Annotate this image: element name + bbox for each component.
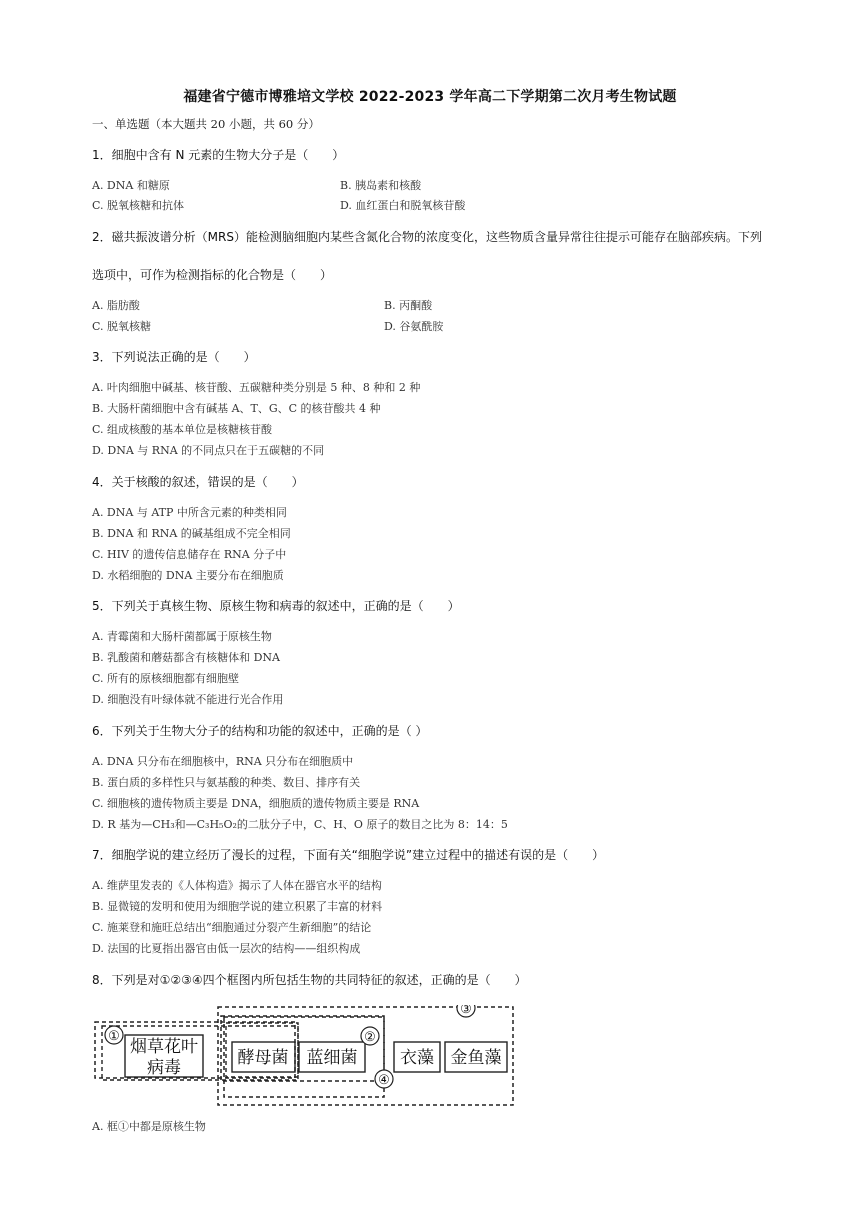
question-6-option-d[interactable]: D. R 基为—CH₃和—C₃H₅O₂的二肽分子中，C、H、O 原子的数目之比为 8：14：5 <box>92 818 508 831</box>
question-1-option-c[interactable]: C. 脱氧核糖和抗体 <box>92 199 185 212</box>
section-heading: 一、单选题（本大题共 20 小题，共 60 分） <box>92 117 320 131</box>
question-3-option-d[interactable]: D. DNA 与 RNA 的不同点只在于五碳糖的不同 <box>92 444 325 457</box>
question-4-option-c[interactable]: C. HIV 的遗传信息储存在 RNA 分子中 <box>92 548 287 561</box>
question-1-option-a[interactable]: A. DNA 和糖原 <box>92 179 170 192</box>
question-8-stem: 8．下列是对①②③④四个框图内所包括生物的共同特征的叙述，正确的是（ ） <box>92 973 527 987</box>
exam-title: 福建省宁德市博雅培文学校 2022-2023 学年高二下学期第二次月考生物试题 <box>183 89 677 105</box>
question-6-option-a[interactable]: A. DNA 只分布在细胞核中，RNA 只分布在细胞质中 <box>92 755 354 768</box>
question-3-option-a[interactable]: A. 叶肉细胞中碱基、核苷酸、五碳糖种类分别是 5 种、8 种和 2 种 <box>92 381 421 394</box>
question-5-option-c[interactable]: C. 所有的原核细胞都有细胞壁 <box>92 672 240 685</box>
question-5-option-d[interactable]: D. 细胞没有叶绿体就不能进行光合作用 <box>92 693 284 706</box>
question-7-option-a[interactable]: A. 维萨里发表的《人体构造》揭示了人体在器官水平的结构 <box>92 879 382 892</box>
question-5-option-b[interactable]: B. 乳酸菌和蘑菇都含有核糖体和 DNA <box>92 651 280 664</box>
question-7-stem: 7．细胞学说的建立经历了漫长的过程，下面有关“细胞学说”建立过程中的描述有误的是（ ） <box>92 848 605 862</box>
question-2-option-d[interactable]: D. 谷氨酰胺 <box>384 320 444 333</box>
question-7-option-c[interactable]: C. 施莱登和施旺总结出“细胞通过分裂产生新细胞”的结论 <box>92 921 372 934</box>
label-circle-1: ① <box>108 1029 120 1044</box>
question-6-option-b[interactable]: B. 蛋白质的多样性只与氨基酸的种类、数目、排序有关 <box>92 776 361 789</box>
question-6-stem: 6．下列关于生物大分子的结构和功能的叙述中，正确的是（ ） <box>92 724 428 738</box>
question-4-option-d[interactable]: D. 水稻细胞的 DNA 主要分布在细胞质 <box>92 569 284 582</box>
question-6-option-c[interactable]: C. 细胞核的遗传物质主要是 DNA，细胞质的遗传物质主要是 RNA <box>92 797 420 810</box>
label-circle-2: ② <box>364 1030 376 1045</box>
organism-tobacco-mosaic: 烟草花叶 <box>130 1037 198 1057</box>
question-1-option-d[interactable]: D. 血红蛋白和脱氧核苷酸 <box>340 199 466 212</box>
question-4-option-a[interactable]: A. DNA 与 ATP 中所含元素的种类相同 <box>92 506 287 519</box>
organism-chlamydomonas: 衣藻 <box>400 1048 434 1068</box>
question-1-option-b[interactable]: B. 胰岛素和核酸 <box>340 179 422 192</box>
question-2-stem-continued: 选项中，可作为检测指标的化合物是（ ） <box>92 268 333 282</box>
question-3-stem: 3．下列说法正确的是（ ） <box>92 350 256 364</box>
organism-cyanobacteria: 蓝细菌 <box>306 1048 358 1068</box>
question-3-option-b[interactable]: B. 大肠杆菌细胞中含有碱基 A、T、G、C 的核苷酸共 4 种 <box>92 402 381 415</box>
label-circle-4: ④ <box>378 1073 390 1088</box>
label-circle-3: ③ <box>460 1005 472 1017</box>
question-7-option-b[interactable]: B. 显微镜的发明和使用为细胞学说的建立积累了丰富的材料 <box>92 900 383 913</box>
question-4-stem: 4．关于核酸的叙述，错误的是（ ） <box>92 475 304 489</box>
question-2-option-b[interactable]: B. 丙酮酸 <box>384 299 433 312</box>
question-3-option-c[interactable]: C. 组成核酸的基本单位是核糖核苷酸 <box>92 423 273 436</box>
question-5-stem: 5．下列关于真核生物、原核生物和病毒的叙述中，正确的是（ ） <box>92 599 460 613</box>
organism-virus: 病毒 <box>147 1058 181 1078</box>
question-2-option-a[interactable]: A. 脂肪酸 <box>92 299 140 312</box>
question-5-option-a[interactable]: A. 青霉菌和大肠杆菌都属于原核生物 <box>92 630 272 643</box>
organism-yeast: 酵母菌 <box>237 1048 289 1068</box>
question-2-stem: 2．磁共振波谱分析（MRS）能检测脑细胞内某些含氮化合物的浓度变化，这些物质含量异常往往提示可能存在脑部疾病。下列 <box>92 230 762 244</box>
organism-frame-figure <box>92 1005 518 1109</box>
question-7-option-d[interactable]: D. 法国的比夏指出器官由低一层次的结构——组织构成 <box>92 942 361 955</box>
question-8-option-a[interactable]: A. 框①中都是原核生物 <box>92 1120 206 1133</box>
question-1-stem: 1．细胞中含有 N 元素的生物大分子是（ ） <box>92 148 345 162</box>
question-2-option-c[interactable]: C. 脱氧核糖 <box>92 320 152 333</box>
organism-hornwort: 金鱼藻 <box>450 1048 502 1068</box>
question-4-option-b[interactable]: B. DNA 和 RNA 的碱基组成不完全相同 <box>92 527 291 540</box>
